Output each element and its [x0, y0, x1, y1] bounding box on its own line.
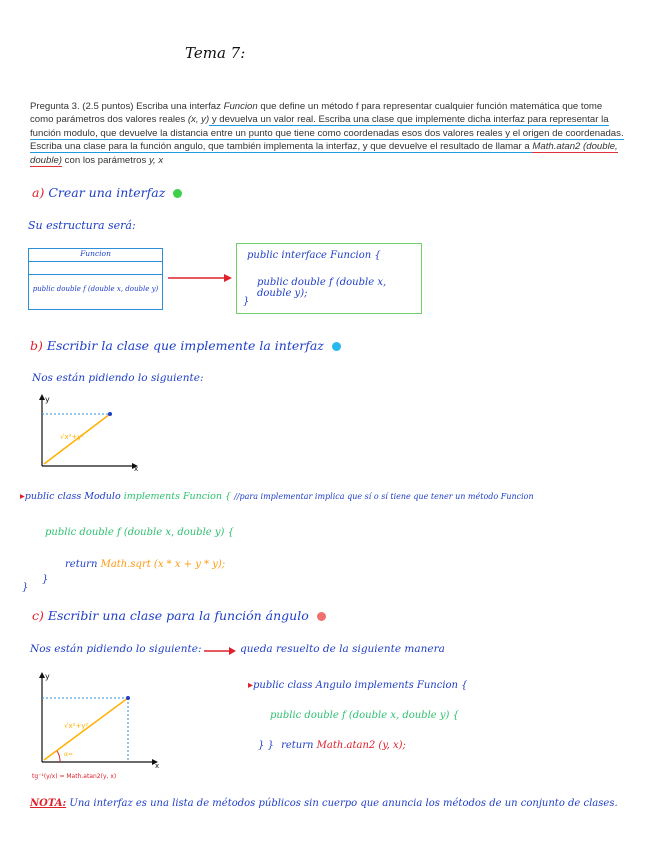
question-italic-4: y, x [148, 154, 164, 166]
page-title: Tema 7: [185, 44, 246, 62]
uml-class-diagram [28, 248, 163, 310]
section-a-heading [32, 185, 182, 200]
x-axis-label: x [155, 762, 160, 770]
modulo-return-line [65, 559, 225, 570]
note-text: Una interfaz es una lista de métodos públicos sin cuerpo que anuncia los métodos de un conjunto de clases. [69, 798, 618, 809]
question-italic-1: Funcion [223, 101, 258, 112]
bullet-marker: ▸ [20, 491, 25, 502]
return-keyword: return [65, 559, 98, 570]
modulo-graph [30, 392, 145, 472]
question-part-3: y devuelva un valor real. Escriba una clase que implemente dicha interfaz para representar la función modulo, que devuelve la distancia entre un punto que tiene como coordenadas esos dos valores reales y el origen de coordenadas. Escriba una clase para la función angulo, que también implementa la interfaz, y que devuelve el resultado de llamar a [30, 114, 624, 153]
uml-method: public double f (double x, double y) [32, 285, 159, 293]
section-a-title: Crear una interfaz [48, 185, 166, 200]
interface-line-3: } [243, 296, 250, 307]
uml-class-name: Funcion [29, 249, 162, 262]
red-dot-icon [317, 612, 326, 621]
section-c-title: Escribir una clase para la función ángulo [47, 608, 309, 623]
question-part-2: que define un método f para representar cualquier función matemática que tome como parámetros dos valores reales [30, 101, 603, 126]
section-c-result: queda resuelto de la siguiente manera [240, 643, 445, 655]
modulo-class-line [20, 491, 534, 502]
question-text [30, 100, 626, 167]
question-italic-2: (x, y) [187, 114, 210, 126]
angulo-class-decl: public class Angulo implements Funcion { [253, 680, 468, 691]
section-b-letter: b) [30, 338, 43, 353]
angulo-method-line: public double f (double x, double y) { [270, 710, 459, 721]
return-keyword: return [281, 740, 314, 751]
section-b-heading [30, 338, 341, 353]
arrow-right-icon [166, 272, 234, 284]
return-expression: Math.sqrt (x * x + y * y); [100, 559, 226, 570]
angle-formula: tg⁻¹(y/x) = Math.atan2(y, x) [32, 773, 117, 780]
angulo-close-braces: } } [258, 740, 274, 751]
modulo-class-decl: public class Modulo [24, 491, 121, 502]
x-axis-label: x [134, 465, 139, 472]
bullet-marker: ▸ [248, 680, 254, 691]
blue-dot-icon [332, 342, 341, 351]
modulo-close-brace-1: } [42, 574, 49, 585]
green-dot-icon [173, 189, 182, 198]
section-a-letter: a) [32, 185, 45, 200]
section-a-subtitle: Su estructura será: [28, 219, 136, 232]
note-label: NOTA: [30, 798, 67, 809]
angulo-class-line [248, 680, 468, 691]
angulo-return-line [258, 740, 406, 751]
hypotenuse-label: √x²+y² [64, 722, 89, 730]
section-b-title: Escribir la clase que implemente la interfaz [46, 338, 324, 353]
section-c-intro: Nos están pidiendo lo siguiente: [30, 643, 202, 655]
modulo-method-line: public double f (double x, double y) { [45, 527, 234, 538]
angle-arc [57, 751, 60, 762]
angle-graph [28, 670, 168, 782]
section-b-intro: Nos están pidiendo lo siguiente: [32, 372, 204, 384]
modulo-close-brace-2: } [22, 582, 29, 593]
interface-code-box [236, 243, 422, 314]
point-marker [126, 696, 130, 700]
section-c-letter: c) [32, 608, 44, 623]
angle-symbol: α= [64, 751, 73, 758]
interface-line-2: public double f (double x, double y); [257, 277, 387, 299]
section-c-heading [32, 608, 326, 623]
y-axis-label: y [45, 672, 50, 681]
arrow-right-icon [203, 646, 237, 656]
modulo-implements: implements Funcion { [123, 491, 232, 502]
question-part-1: Pregunta 3. (2.5 puntos) Escriba una interfaz [30, 101, 224, 112]
point-marker [108, 412, 112, 416]
note [30, 798, 618, 809]
question-italic-3: Math.atan2 (double, double) [30, 141, 618, 166]
question-part-4: con los parámetros [62, 154, 149, 166]
hypotenuse-label: √x²+y² [60, 433, 85, 441]
uml-attributes [29, 262, 162, 275]
interface-line-1: public interface Funcion { [247, 250, 381, 261]
return-expression: Math.atan2 (y, x); [316, 740, 406, 751]
y-axis-label: y [45, 395, 50, 404]
modulo-comment: //para implementar implica que sí o sí tiene que tener un método Funcion [234, 492, 534, 501]
